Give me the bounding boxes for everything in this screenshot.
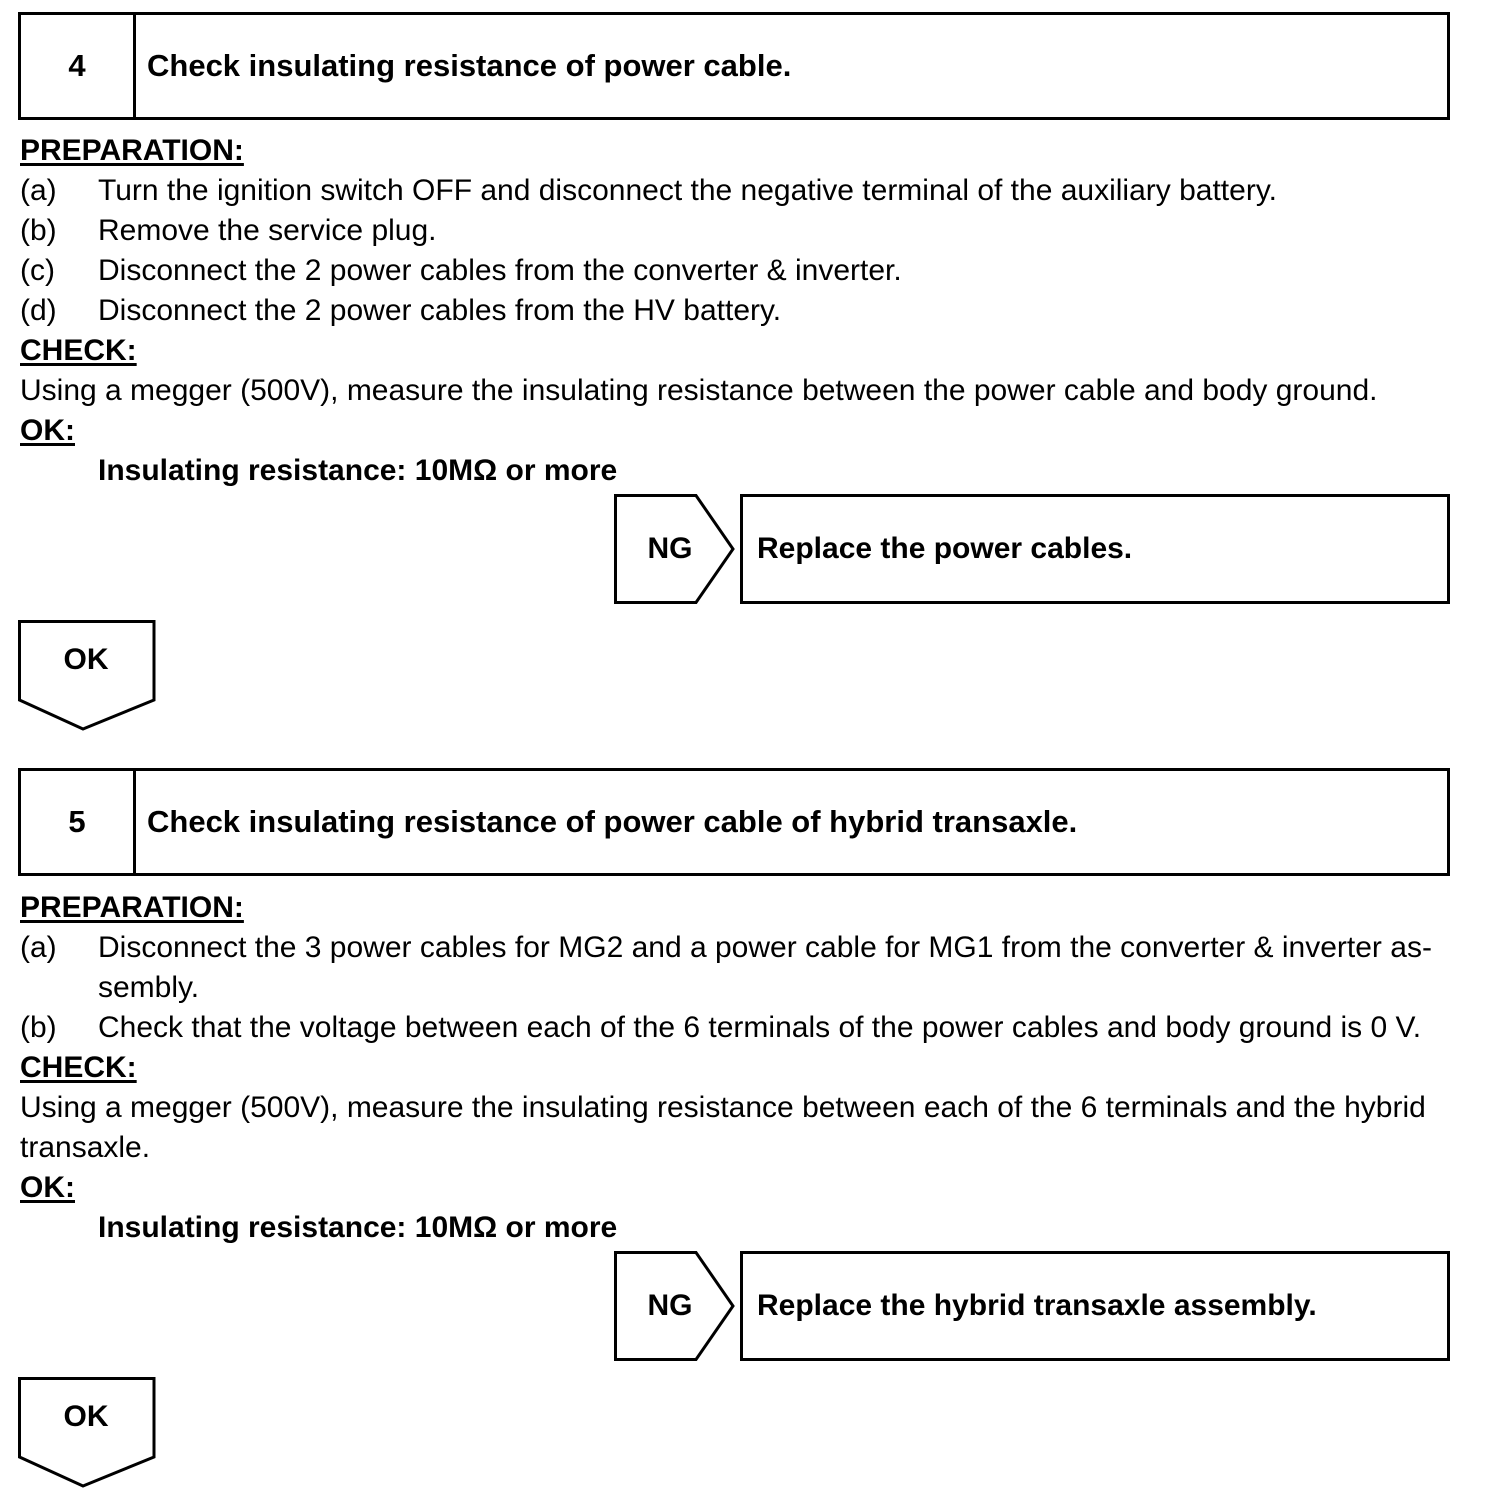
list-item (20, 171, 1460, 211)
step-number: 4 (21, 15, 136, 117)
step-title: Check insulating resistance of power cable. (147, 48, 792, 83)
preparation-label: PREPARATION: (20, 891, 244, 924)
ng-result-box (740, 494, 1450, 604)
check-text-continued: transaxle. (20, 1131, 151, 1164)
step-title: Check insulating resistance of power cable of hybrid transaxle. (147, 804, 1078, 839)
ng-arrow (614, 494, 736, 604)
ok-arrow-label: OK (63, 1400, 109, 1433)
list-text: Disconnect the 2 power cables from the HV battery. (98, 294, 782, 327)
list-text: Remove the service plug. (98, 214, 437, 247)
preparation-label: PREPARATION: (20, 134, 244, 167)
ng-arrow (614, 1251, 736, 1361)
ok-spec: Insulating resistance: 10MΩ or more (98, 1211, 618, 1244)
list-item (20, 211, 1460, 251)
step-number: 5 (21, 771, 136, 873)
list-text: Disconnect the 2 power cables from the converter & inverter. (98, 254, 902, 287)
ok-label: OK: (20, 414, 75, 447)
list-marker: (c) (20, 254, 55, 287)
list-item (20, 291, 1460, 331)
ok-arrow (18, 1377, 156, 1489)
ok-label: OK: (20, 1171, 75, 1204)
ng-result-box (740, 1251, 1450, 1361)
check-text: Using a megger (500V), measure the insulating resistance between the power cable and body ground. (20, 374, 1378, 407)
ng-action: Replace the hybrid transaxle assembly. (757, 1289, 1317, 1322)
ng-action: Replace the power cables. (757, 532, 1133, 565)
ng-label: NG (647, 532, 693, 565)
list-item (20, 928, 1460, 1008)
ng-label: NG (647, 1289, 693, 1322)
list-text-continued: sembly. (98, 971, 200, 1004)
list-marker: (d) (20, 294, 57, 327)
step-5-header (18, 768, 1450, 876)
list-marker: (a) (20, 931, 57, 964)
list-marker: (b) (20, 214, 57, 247)
list-marker: (a) (20, 174, 57, 207)
list-text: Disconnect the 3 power cables for MG2 and a power cable for MG1 from the converter & inverter as- (98, 931, 1432, 964)
check-label: CHECK: (20, 1051, 137, 1084)
list-item (20, 251, 1460, 291)
step-4-header (18, 12, 1450, 120)
list-marker: (b) (20, 1011, 57, 1044)
list-text: Check that the voltage between each of the 6 terminals of the power cables and body ground is 0 V. (98, 1011, 1422, 1044)
list-text: Turn the ignition switch OFF and disconnect the negative terminal of the auxiliary battery. (98, 174, 1277, 207)
ok-arrow-label: OK (63, 643, 109, 676)
list-item (20, 1008, 1460, 1048)
check-text: Using a megger (500V), measure the insulating resistance between each of the 6 terminals and the hybrid (20, 1091, 1426, 1124)
ok-spec: Insulating resistance: 10MΩ or more (98, 454, 618, 487)
check-label: CHECK: (20, 334, 137, 367)
ok-arrow (18, 620, 156, 732)
